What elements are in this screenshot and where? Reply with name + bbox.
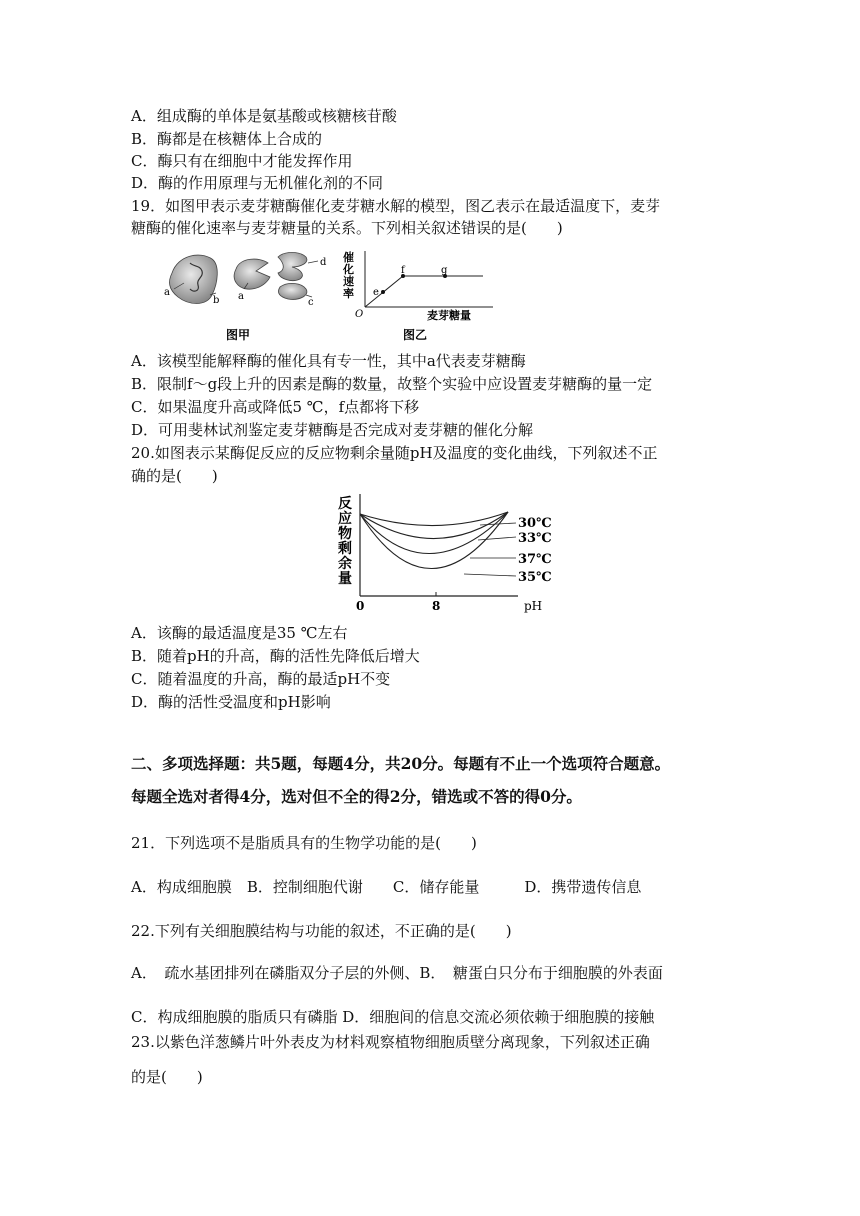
q20-ylabel-1: 反 <box>338 496 352 512</box>
q21-stem: 21．下列选项不是脂质具有的生物学功能的是( ) <box>131 834 477 852</box>
q20-ylabel-5: 余 <box>338 556 352 572</box>
yi-origin: O <box>355 309 364 320</box>
q19-option-c: C．如果温度升高或降低5 ℃，f点都将下移 <box>131 398 420 416</box>
q19-stem-line2: 糖酶的催化速率与麦芽糖量的关系。下列相关叙述错误的是( ) <box>131 219 563 237</box>
product-d <box>278 253 307 281</box>
q23-stem-line2: 的是( ) <box>131 1068 203 1086</box>
q19-stem-line1: 19．如图甲表示麦芽糖酶催化麦芽糖水解的模型，图乙表示在最适温度下，麦芽 <box>131 197 661 215</box>
yi-ylabel-1: 催 <box>343 251 354 264</box>
curve-30c <box>360 512 508 526</box>
q20-ylabel-2: 应 <box>338 511 352 527</box>
q20-x0: 0 <box>356 599 365 613</box>
q20-option-d: D．酶的活性受温度和pH影响 <box>131 693 331 711</box>
q19-figure-jia <box>160 245 335 345</box>
label-b: b <box>213 295 220 306</box>
fig-yi-caption: 图乙 <box>403 328 428 342</box>
q22-options-line2: C．构成细胞膜的脂质只有磷脂 D．细胞间的信息交流必须依赖于细胞膜的接触 <box>131 1008 655 1026</box>
product-c <box>278 283 306 299</box>
section2-heading-line2: 每题全选对者得4分，选对但不全的得2分，错选或不答的得0分。 <box>131 787 582 806</box>
q19-option-b: B．限制f～g段上升的因素是酶的数量，故整个实验中应设置麦芽糖酶的量一定 <box>131 375 653 393</box>
section2-heading-line1: 二、多项选择题：共5题，每题4分，共20分。每题有不止一个选项符合题意。 <box>131 754 671 773</box>
q20-ylabel-3: 物 <box>338 526 352 542</box>
q20-option-a: A．该酶的最适温度是35 ℃左右 <box>131 624 348 642</box>
point-e: e <box>373 287 379 298</box>
q20-stem-line2: 确的是( ) <box>131 467 218 485</box>
q22-stem: 22.下列有关细胞膜结构与功能的叙述，不正确的是( ) <box>131 922 512 940</box>
enzyme-a-bound <box>170 255 218 303</box>
label-c: c <box>308 297 314 308</box>
point-g: g <box>441 265 448 276</box>
series-label-35c: 35℃ <box>518 570 552 585</box>
yi-xlabel: 麦芽糖量 <box>427 309 471 322</box>
label-a1: a <box>164 287 170 298</box>
fig-jia-caption: 图甲 <box>226 328 251 342</box>
q20-xlabel: pH <box>524 599 543 613</box>
q23-stem-line1: 23.以紫色洋葱鳞片叶外表皮为材料观察植物细胞质壁分离现象，下列叙述正确 <box>131 1033 650 1051</box>
curve-37c <box>360 512 508 554</box>
q22-options-line1: A． 疏水基团排列在磷脂双分子层的外侧、B． 糖蛋白只分布于细胞膜的外表面 <box>131 964 663 982</box>
q19-figure-yi <box>335 245 495 345</box>
q18-option-c: C．酶只有在细胞中才能发挥作用 <box>131 152 353 170</box>
q20-option-b: B．随着pH的升高，酶的活性先降低后增大 <box>131 647 420 665</box>
q18-option-b: B．酶都是在核糖体上合成的 <box>131 130 323 148</box>
point-f: f <box>401 265 405 276</box>
enzyme-a-free <box>234 259 270 289</box>
q19-option-d: D．可用斐林试剂鉴定麦芽糖酶是否完成对麦芽糖的催化分解 <box>131 421 534 439</box>
q20-x8: 8 <box>432 599 441 613</box>
q20-option-c: C．随着温度的升高，酶的最适pH不变 <box>131 670 391 688</box>
q19-option-a: A．该模型能解释酶的催化具有专一性，其中a代表麦芽糖酶 <box>131 352 526 370</box>
series-label-37c: 37℃ <box>518 552 552 567</box>
q21-options: A．构成细胞膜 B．控制细胞代谢 C．储存能量 D．携带遗传信息 <box>131 878 642 896</box>
q20-figure <box>330 492 560 617</box>
q18-option-a: A．组成酶的单体是氨基酸或核糖核苷酸 <box>131 107 397 125</box>
yi-ylabel-3: 速 <box>343 275 354 288</box>
q20-stem-line1: 20.如图表示某酶促反应的反应物剩余量随pH及温度的变化曲线，下列叙述不正 <box>131 444 658 462</box>
q18-option-d: D．酶的作用原理与无机催化剂的不同 <box>131 174 384 192</box>
series-label-33c: 33℃ <box>518 531 552 546</box>
yi-ylabel-2: 化 <box>343 263 354 276</box>
q20-ylabel-4: 剩 <box>338 541 352 557</box>
label-a2: a <box>238 291 244 302</box>
yi-ylabel-4: 率 <box>343 287 354 300</box>
q20-ylabel-6: 量 <box>338 571 352 587</box>
series-label-30c: 30℃ <box>518 516 552 531</box>
label-d: d <box>320 257 327 268</box>
